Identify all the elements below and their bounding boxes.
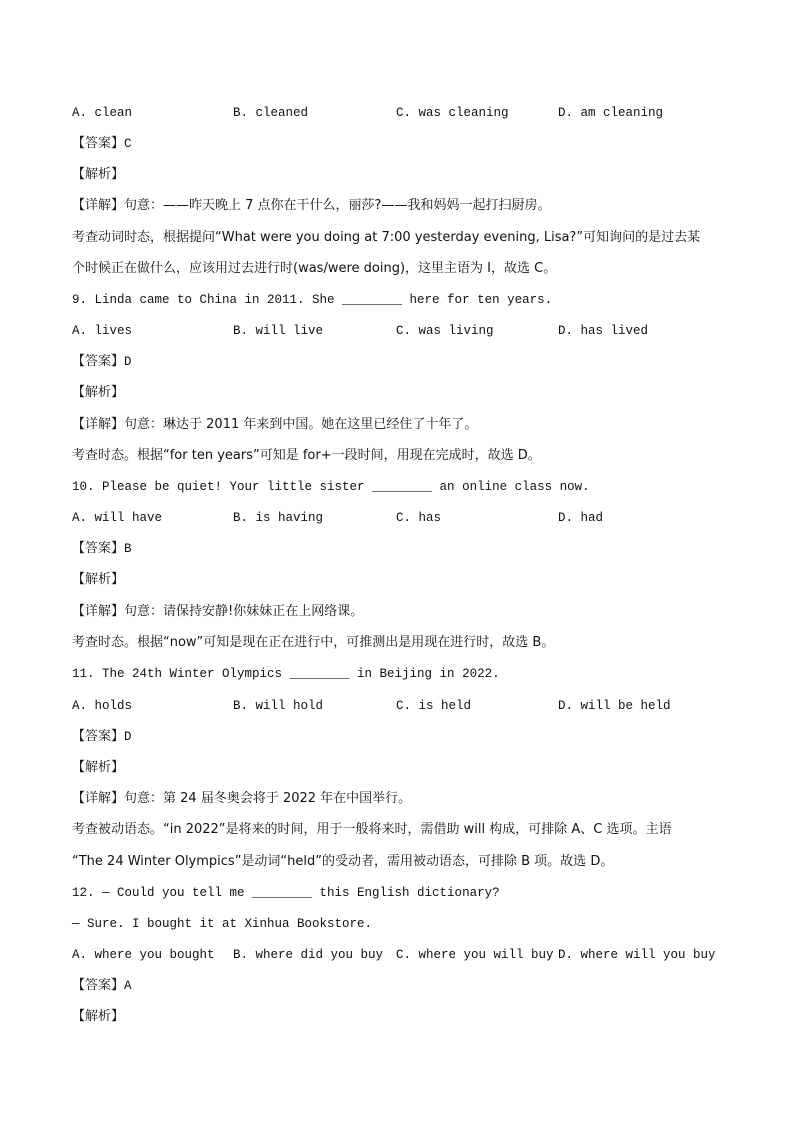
detail-line: [72, 416, 477, 434]
question-11-text: 11. The 24th Winter Olympics ________ in Beijing in 2022.: [72, 667, 500, 681]
explain-line: 考查时态。根据“now”可知是现在正在进行中，可推测出是用现在进行时，故选 B。: [72, 635, 555, 650]
explain-line: 考查被动语态。“in 2022”是将来的时间，用于一般将来时，需借助 will 构成，可排除 A、C 选项。主语: [72, 822, 672, 837]
option-b: B. will live: [233, 324, 324, 338]
answer-label: 【答案】: [72, 729, 125, 744]
option-a: A. will have: [72, 511, 163, 525]
option-b: B. is having: [233, 511, 324, 525]
answer-label: 【答案】: [72, 354, 125, 369]
answer-label: 【答案】: [72, 541, 125, 556]
answer-line: [72, 135, 132, 153]
option-c: C. is held: [396, 699, 472, 713]
detail-text: 句意：琳达于 2011 年来到中国。她在这里已经住了十年了。: [124, 417, 478, 432]
option-a: A. holds: [72, 699, 133, 713]
option-a: A. clean: [72, 106, 133, 120]
option-d: D. will be held: [558, 699, 671, 713]
option-d: D. am cleaning: [558, 106, 664, 120]
answer-value: C: [124, 137, 132, 151]
detail-text: 句意：第 24 届冬奥会将于 2022 年在中国举行。: [124, 791, 412, 806]
answer-value: D: [124, 355, 132, 369]
analysis-label: 【解析】: [72, 1009, 125, 1024]
analysis-label: 【解析】: [72, 572, 125, 587]
analysis-label: 【解析】: [72, 760, 125, 775]
question-12-reply: — Sure. I bought it at Xinhua Bookstore.: [72, 917, 373, 931]
detail-line: [72, 197, 550, 215]
answer-line: [72, 728, 132, 746]
option-a: A. where you bought: [72, 948, 215, 962]
detail-line: [72, 790, 411, 808]
answer-line: [72, 353, 132, 371]
option-a: A. lives: [72, 324, 133, 338]
analysis-label: 【解析】: [72, 167, 125, 182]
option-c: C. has: [396, 511, 442, 525]
detail-text: 句意：——昨天晚上 7 点你在干什么，丽莎?——我和妈妈一起打扫厨房。: [124, 198, 551, 213]
explain-line: 考查时态。根据“for ten years”可知是 for+一段时间，用现在完成时，故选 D。: [72, 448, 541, 463]
detail-label: 【详解】: [72, 417, 125, 432]
option-d: D. had: [558, 511, 604, 525]
option-d: D. where will you buy: [558, 948, 716, 962]
analysis-label: 【解析】: [72, 385, 125, 400]
question-10-text: 10. Please be quiet! Your little sister ________ an online class now.: [72, 480, 590, 494]
detail-label: 【详解】: [72, 198, 125, 213]
answer-label: 【答案】: [72, 136, 125, 151]
option-b: B. where did you buy: [233, 948, 384, 962]
explain-line: 考查动词时态，根据提问“What were you doing at 7:00 yesterday evening, Lisa?”可知询问的是过去某: [72, 230, 701, 245]
answer-line: [72, 540, 132, 558]
detail-label: 【详解】: [72, 791, 125, 806]
detail-text: 句意：请保持安静!你妹妹正在上网络课。: [124, 604, 364, 619]
detail-label: 【详解】: [72, 604, 125, 619]
question-9-text: 9. Linda came to China in 2011. She ________ here for ten years.: [72, 293, 553, 307]
answer-value: D: [124, 730, 132, 744]
answer-label: 【答案】: [72, 978, 125, 993]
explain-line: “The 24 Winter Olympics”是动词“held”的受动者，需用被动语态，可排除 B 项。故选 D。: [72, 854, 614, 869]
option-d: D. has lived: [558, 324, 649, 338]
explain-line: 个时候正在做什么，应该用过去进行时(was/were doing)，这里主语为 I，故选 C。: [72, 261, 557, 276]
question-12-text: 12. — Could you tell me ________ this English dictionary?: [72, 886, 500, 900]
answer-line: [72, 977, 132, 995]
option-b: B. will hold: [233, 699, 324, 713]
option-c: C. was living: [396, 324, 494, 338]
option-b: B. cleaned: [233, 106, 309, 120]
option-c: C. where you will buy: [396, 948, 554, 962]
detail-line: [72, 603, 363, 621]
answer-value: B: [124, 542, 132, 556]
answer-value: A: [124, 979, 132, 993]
option-c: C. was cleaning: [396, 106, 509, 120]
